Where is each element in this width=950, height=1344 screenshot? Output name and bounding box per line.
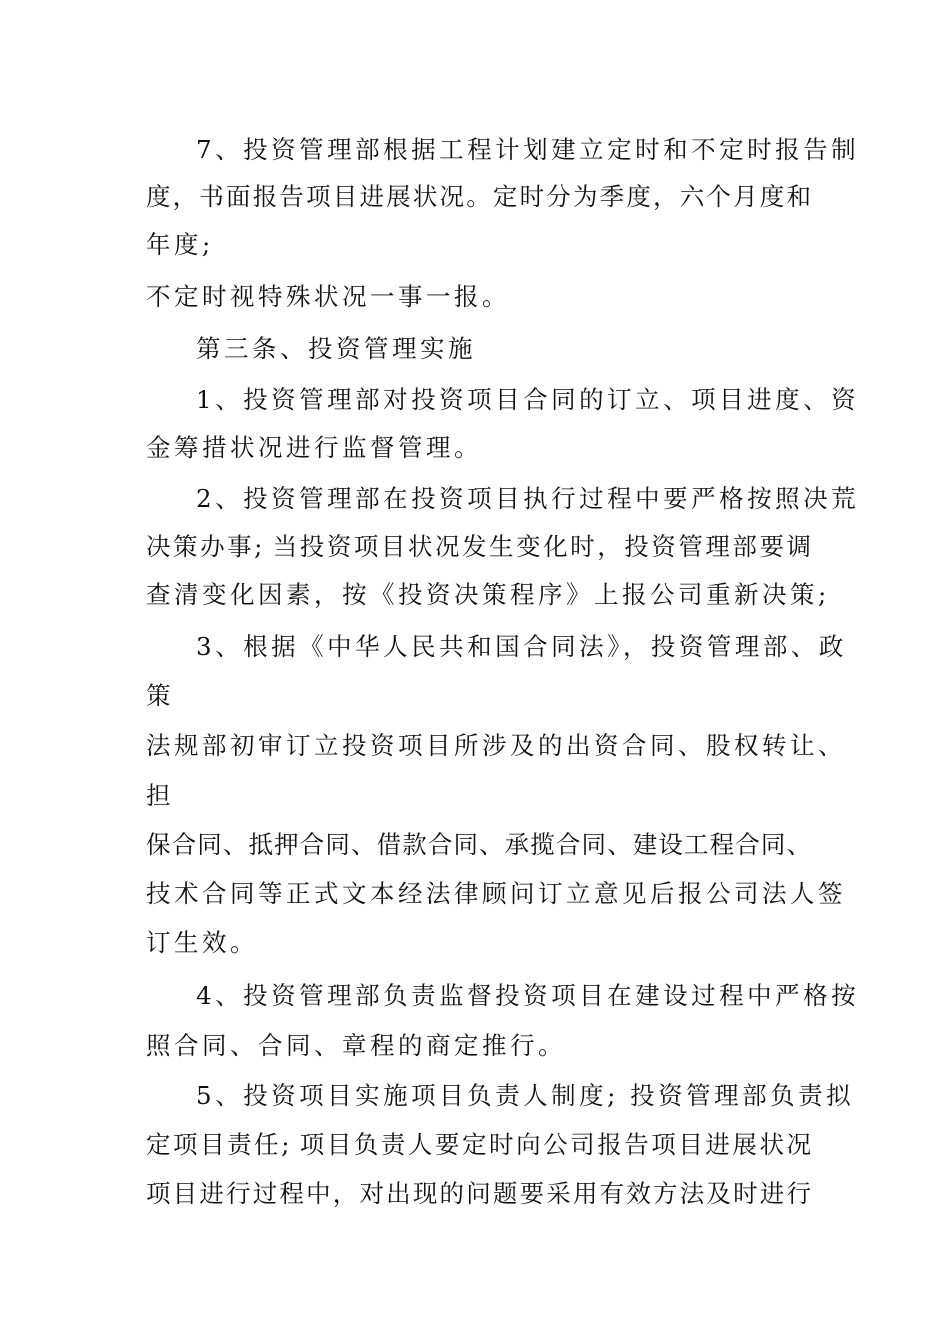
text-line: 3、根据《中华人民共和国合同法》，投资管理部、政 (196, 632, 847, 661)
text-line: 1、投资管理部对投资项目合同的订立、项目进度、资 (196, 385, 860, 414)
text-line: 项目进行过程中，对出现的问题要采用有效方法及时进行 (146, 1179, 811, 1208)
text-line: 7、投资管理部根据工程计划建立定时和不定时报告制 (196, 135, 860, 164)
section-heading: 第三条、投资管理实施 (196, 334, 476, 363)
text-line: 度，书面报告项目进展状况。定时分为季度，六个月度和 (146, 182, 811, 211)
text-line: 年度; (146, 230, 214, 259)
text-line: 不定时视特殊状况一事一报。 (146, 282, 510, 311)
text-line: 金筹措状况进行监督管理。 (146, 433, 482, 462)
text-line: 4、投资管理部负责监督投资项目在建设过程中严格按 (196, 981, 860, 1010)
text-line: 技术合同等正式文本经法律顾问订立意见后报公司法人签 (146, 879, 846, 908)
text-line: 照合同、合同、章程的商定推行。 (146, 1031, 566, 1060)
text-line: 担 (146, 781, 174, 810)
text-line: 订生效。 (146, 928, 258, 957)
text-line: 5、投资项目实施项目负责人制度; 投资管理部负责拟 (196, 1081, 855, 1110)
text-line: 定项目责任; 项目负责人要定时向公司报告项目进展状况 (146, 1130, 811, 1159)
text-line: 保合同、抵押合同、借款合同、承揽合同、建设工程合同、 (146, 830, 811, 859)
text-line: 法规部初审订立投资项目所涉及的出资合同、股权转让、 (146, 731, 846, 760)
text-line: 策 (146, 681, 174, 710)
text-line: 查清变化因素，按《投资决策程序》上报公司重新决策; (146, 580, 830, 609)
text-line: 2、投资管理部在投资项目执行过程中要严格按照决荒 (196, 484, 860, 513)
text-line: 决策办事; 当投资项目状况发生变化时，投资管理部要调 (146, 532, 811, 561)
